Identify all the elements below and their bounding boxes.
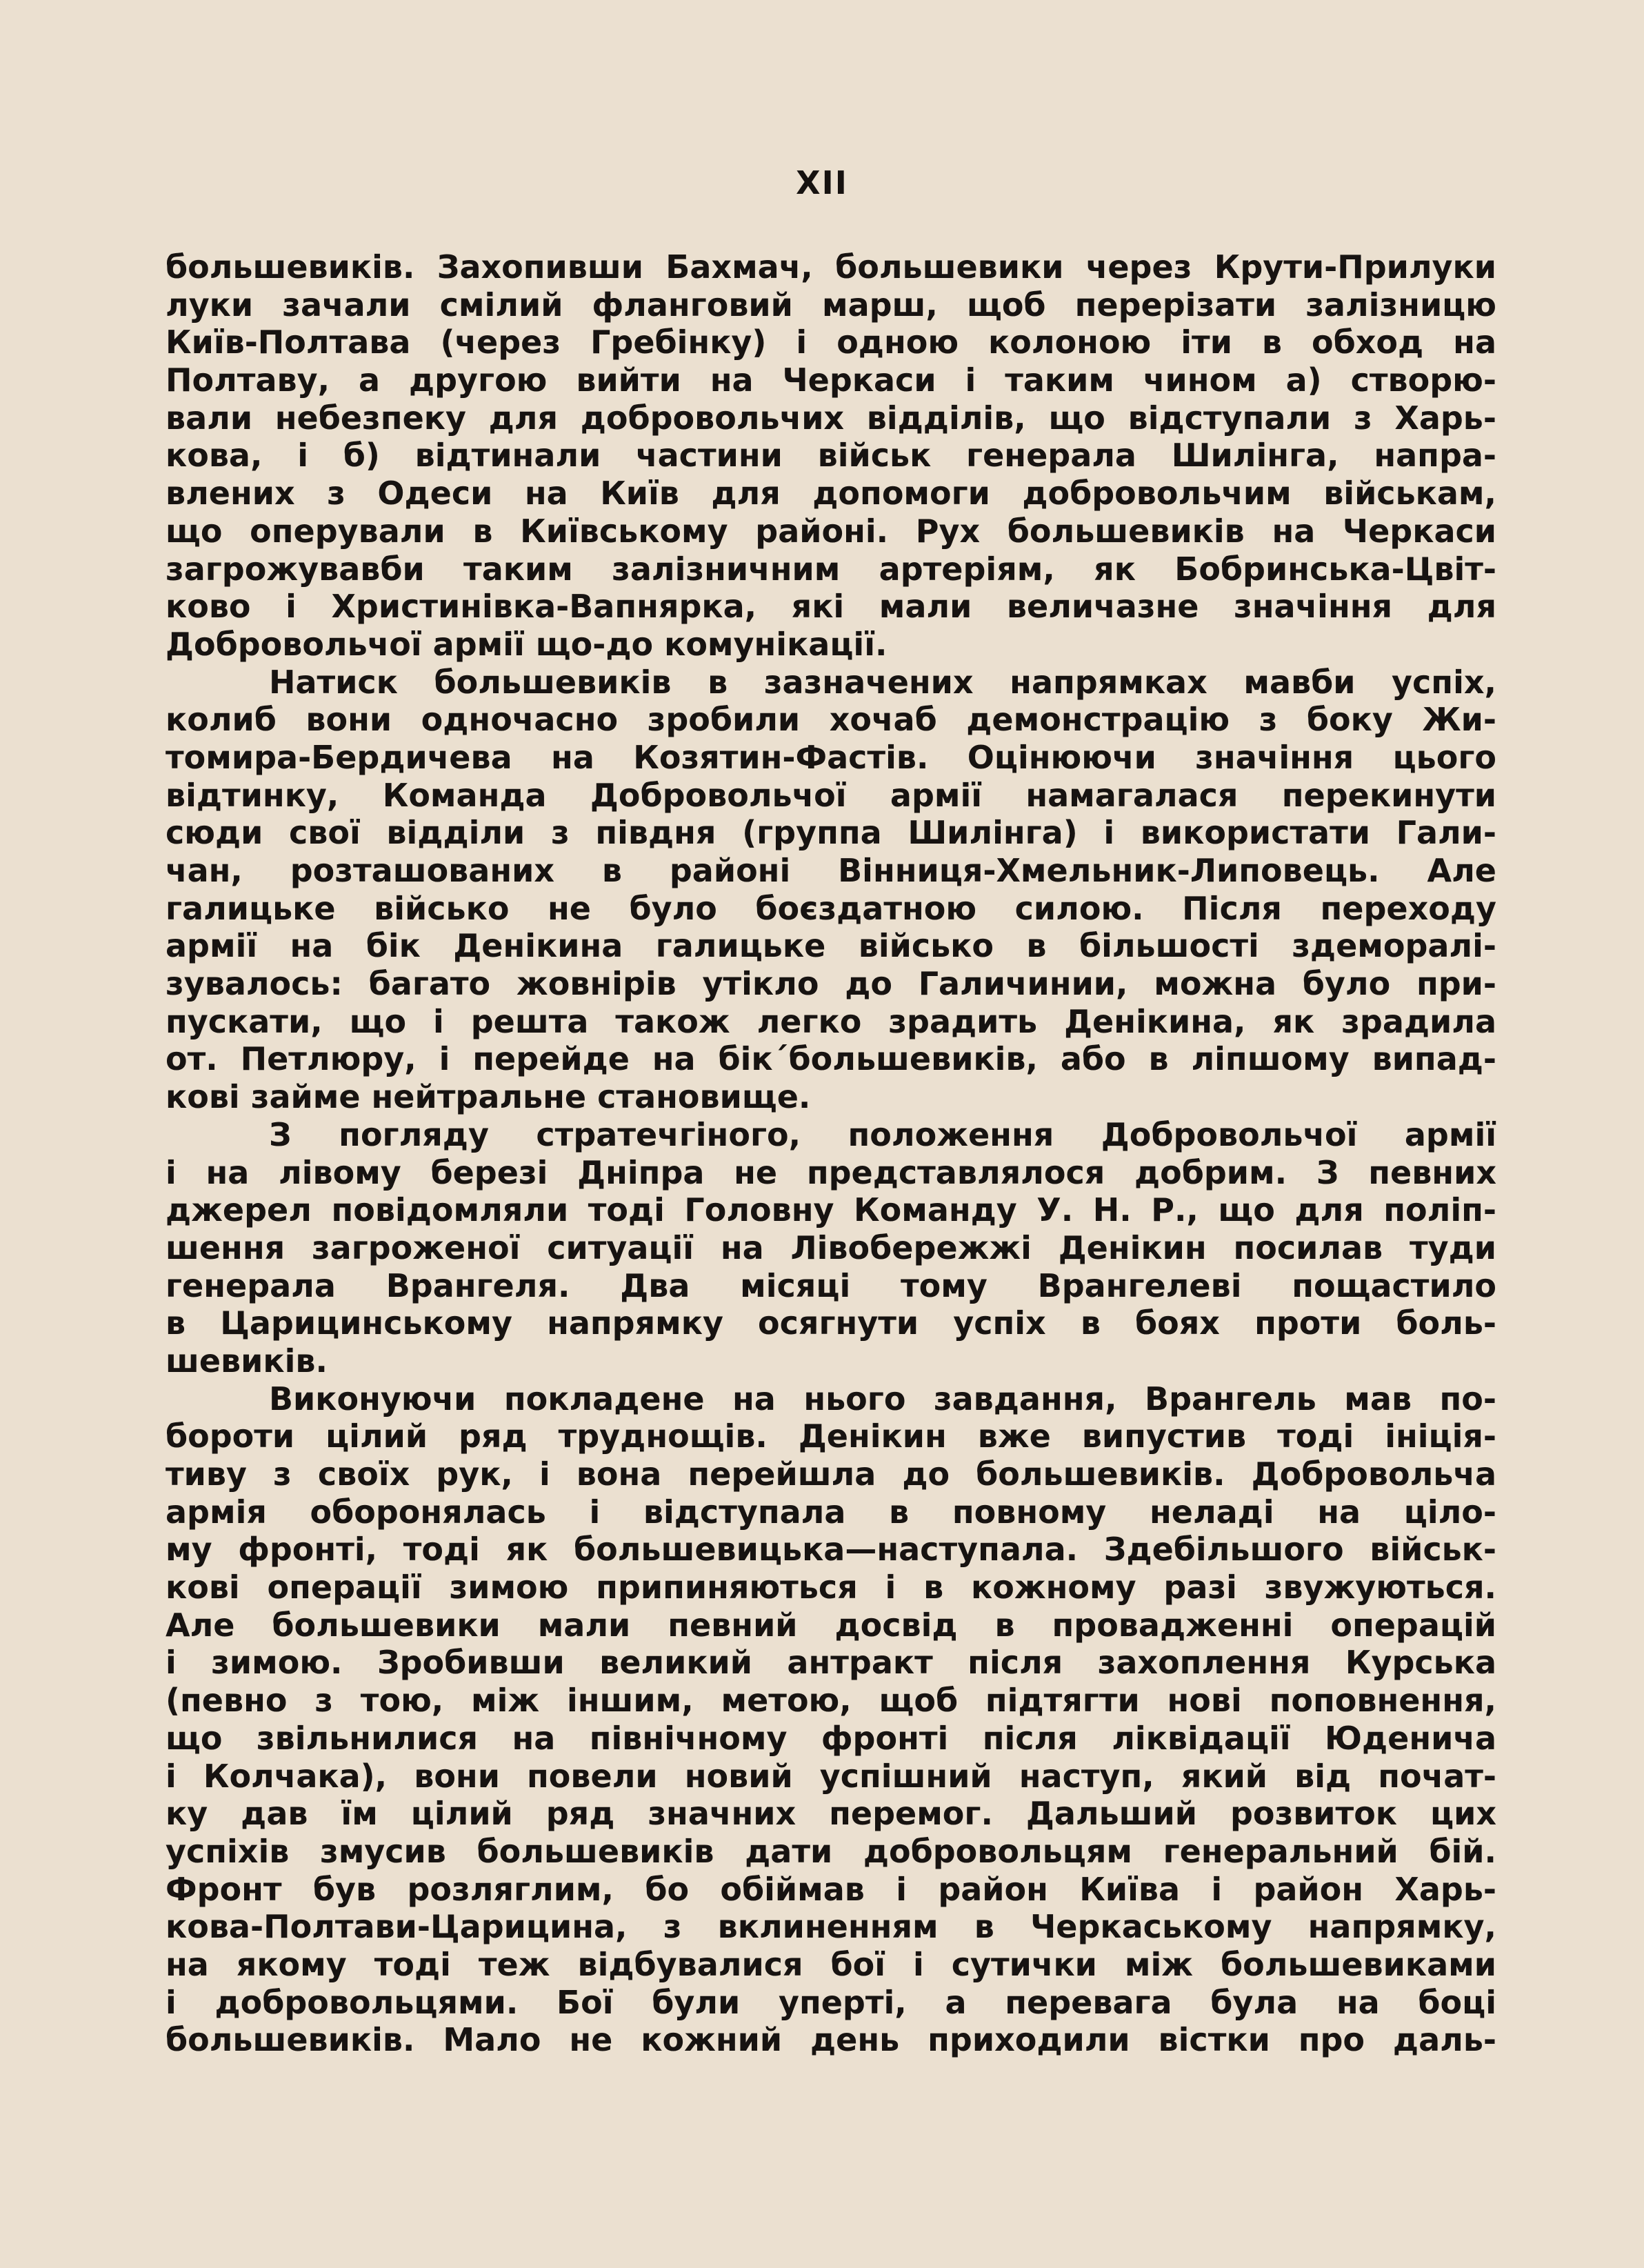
text-line: в Царицинському напрямку осягнути успіх в боях проти боль-	[166, 1304, 1496, 1342]
text-line: відтинку, Команда Добровольчої армії намагалася перекинути	[166, 776, 1496, 814]
text-line: і на лівому березі Дніпра не представлялося добрим. З певних	[166, 1153, 1496, 1191]
text-line: джерел повідомляли тоді Головну Команду У. Н. Р., що для поліп-	[166, 1191, 1496, 1229]
text-line: ково і Христинівка-Вапнярка, які мали величазне значіння для	[166, 588, 1496, 626]
text-line: чан, розташованих в районі Вінниця-Хмельник-Липовець. Але	[166, 852, 1496, 889]
body-text	[166, 248, 1496, 2059]
text-line: му фронті, тоді як большевицька—наступала. Здебільшого військ-	[166, 1531, 1496, 1569]
text-line: і добровольцями. Бої були уперті, а перевага була на боці	[166, 1983, 1496, 2021]
text-line: вали небезпеку для добровольчих відділів, що відступали з Харь-	[166, 399, 1496, 437]
text-line: кові операції зимою припиняються і в кожному разі звужуються.	[166, 1569, 1496, 1606]
text-line: Виконуючи покладене на нього завдання, Врангель мав по-	[269, 1380, 1496, 1418]
text-line: Натиск большевиків в зазначених напрямках мавби успіх,	[269, 663, 1496, 701]
text-line: успіхів змусив большевиків дати добровольцям генеральний бій.	[166, 1832, 1496, 1870]
page-number: XII	[796, 164, 848, 201]
text-line: галицьке військо не було боєздатною силою. Після переходу	[166, 889, 1496, 927]
text-line: большевиків. Захопивши Бахмач, большевики через Крути-Прилуки	[166, 248, 1496, 286]
text-line: Фронт був розляглим, бо обіймав і район Київа і район Харь-	[166, 1870, 1496, 1908]
text-line: генерала Врангеля. Два місяці тому Врангелеві пощастило	[166, 1266, 1496, 1304]
text-line: томира-Бердичева на Козятин-Фастів. Оцінюючи значіння цього	[166, 738, 1496, 776]
text-line: (певно з тою, між іншим, метою, щоб підтягти нові поповнення,	[166, 1682, 1496, 1720]
text-line: шевиків.	[166, 1342, 328, 1380]
text-line: З погляду стратечгіного, положення Добровольчої армії	[269, 1115, 1496, 1153]
text-line: загрожувавби таким залізничним артеріям, як Бобринська-Цвіт-	[166, 550, 1496, 588]
text-line: луки зачали смілий фланговий марш, щоб перерізати залізницю	[166, 286, 1496, 324]
text-line: влених з Одеси на Київ для допомоги добровольчим військам,	[166, 475, 1496, 513]
text-line: сюди свої відділи з півдня (группа Шилінга) і використати Гали-	[166, 814, 1496, 852]
text-line: бороти цілий ряд труднощів. Денікин вже випустив тоді ініцiя-	[166, 1418, 1496, 1455]
text-line: шення загроженої ситуації на Лівобережжі Денікин посилав туди	[166, 1228, 1496, 1266]
text-line: пускати, що і решта також легко зрадить Денікина, як зрадила	[166, 1002, 1496, 1040]
text-line: армія оборонялась і відступала в повному неладі на цілo-	[166, 1493, 1496, 1531]
text-line: на якому тоді теж відбувалися бої і сутички між большевиками	[166, 1945, 1496, 1983]
text-line: кова, і б) відтинали частини військ генерала Шилінга, напра-	[166, 437, 1496, 475]
text-line: тиву з своїх рук, і вона перейшла до большевиків. Добровольча	[166, 1455, 1496, 1493]
text-line: от. Петлюру, і перейде на бік´большевиків, або в ліпшому випад-	[166, 1040, 1496, 1078]
text-line: кова-Полтави-Царицина, з вклиненням в Черкаському напрямку,	[166, 1908, 1496, 1946]
text-line: армії на бік Денікина галицьке військо в більшості здеморалі-	[166, 927, 1496, 965]
text-line: кові займе нейтральне становище.	[166, 1078, 811, 1116]
text-line: що оперували в Київському районі. Рух большевиків на Черкаси	[166, 512, 1496, 550]
text-line: Київ-Полтава (через Гребінку) і одною колоною іти в обход на	[166, 324, 1496, 361]
text-line: зувалось: багато жовнірів утікло до Галичинии, можна було при-	[166, 965, 1496, 1003]
text-line: большевиків. Мало не кожний день приходили вістки про даль-	[166, 2021, 1496, 2059]
text-line: ку дав їм цілий ряд значних перемог. Дальший розвиток цих	[166, 1795, 1496, 1833]
text-line: і Колчака), вони повели новий успішний наступ, який від почат-	[166, 1757, 1496, 1795]
text-line: що звільнилися на північному фронті після ліквідації Юденича	[166, 1719, 1496, 1757]
text-line: Добровольчої армії що-до комунікації.	[166, 625, 888, 663]
text-line: і зимою. Зробивши великий антракт після захоплення Курська	[166, 1644, 1496, 1682]
text-line: Полтаву, а другою вийти на Черкаси і таким чином а) створю-	[166, 361, 1496, 399]
text-line: колиб вони одночасно зробили хочаб демонстрацію з боку Жи-	[166, 701, 1496, 739]
text-line: Але большевики мали певний досвід в провадженні операцій	[166, 1606, 1496, 1644]
